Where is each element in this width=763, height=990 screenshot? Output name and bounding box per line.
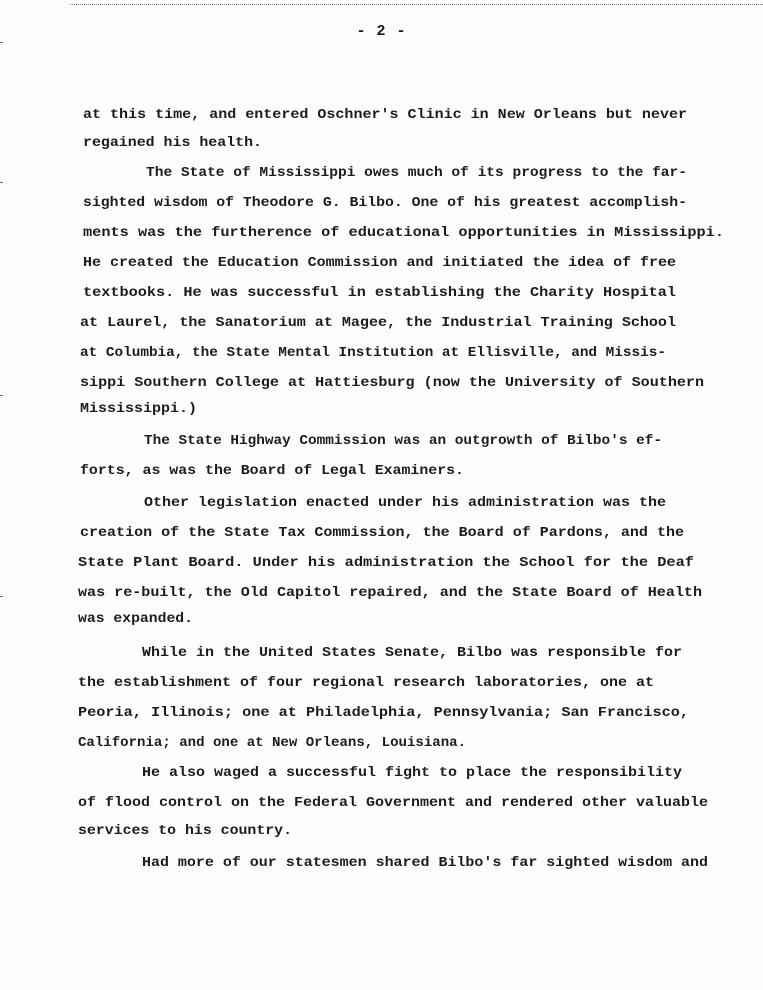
body-line: was re-built, the Old Capitol repaired, and the State Board of Health	[78, 585, 703, 601]
body-line: at Columbia, the State Mental Institution at Ellisville, and Missis-	[80, 345, 666, 361]
body-line: Mississippi.)	[80, 401, 197, 417]
margin-mark	[0, 596, 3, 597]
body-line: State Plant Board. Under his administration the School for the Deaf	[78, 555, 694, 571]
body-line: Had more of our statesmen shared Bilbo's far sighted wisdom and	[142, 855, 708, 871]
body-line: While in the United States Senate, Bilbo was responsible for	[142, 645, 682, 661]
body-line: services to his country.	[78, 823, 292, 839]
body-line: at this time, and entered Oschner's Clinic in New Orleans but never	[83, 107, 687, 123]
body-line: the establishment of four regional research laboratories, one at	[78, 675, 654, 691]
body-line: of flood control on the Federal Government and rendered other valuable	[78, 795, 708, 811]
margin-mark	[0, 42, 3, 43]
body-line: regained his health.	[83, 135, 262, 151]
body-line: Peoria, Illinois; one at Philadelphia, Pennsylvania; San Francisco,	[78, 705, 689, 721]
body-line: He created the Education Commission and initiated the idea of free	[83, 255, 676, 271]
body-line: textbooks. He was successful in establishing the Charity Hospital	[83, 285, 677, 301]
margin-mark	[0, 395, 3, 396]
body-line: forts, as was the Board of Legal Examiners.	[80, 463, 464, 479]
body-line: was expanded.	[78, 611, 193, 627]
page-number: - 2 -	[356, 23, 407, 40]
top-edge-rule	[70, 4, 763, 5]
body-line: sighted wisdom of Theodore G. Bilbo. One of his greatest accomplish-	[83, 195, 687, 211]
body-line: Other legislation enacted under his administration was the	[144, 495, 666, 511]
body-line: The State Highway Commission was an outgrowth of Bilbo's ef-	[144, 433, 662, 449]
body-line: He also waged a successful fight to place the responsibility	[142, 765, 682, 781]
body-line: sippi Southern College at Hattiesburg (now the University of Southern	[80, 375, 705, 391]
body-line: at Laurel, the Sanatorium at Magee, the Industrial Training School	[80, 315, 676, 331]
body-line: creation of the State Tax Commission, the Board of Pardons, and the	[80, 525, 684, 541]
body-line: California; and one at New Orleans, Louisiana.	[78, 735, 466, 751]
margin-mark	[0, 182, 3, 183]
body-line: ments was the furtherence of educational opportunities in Mississippi.	[83, 225, 724, 241]
body-line: The State of Mississippi owes much of its progress to the far-	[146, 165, 687, 181]
